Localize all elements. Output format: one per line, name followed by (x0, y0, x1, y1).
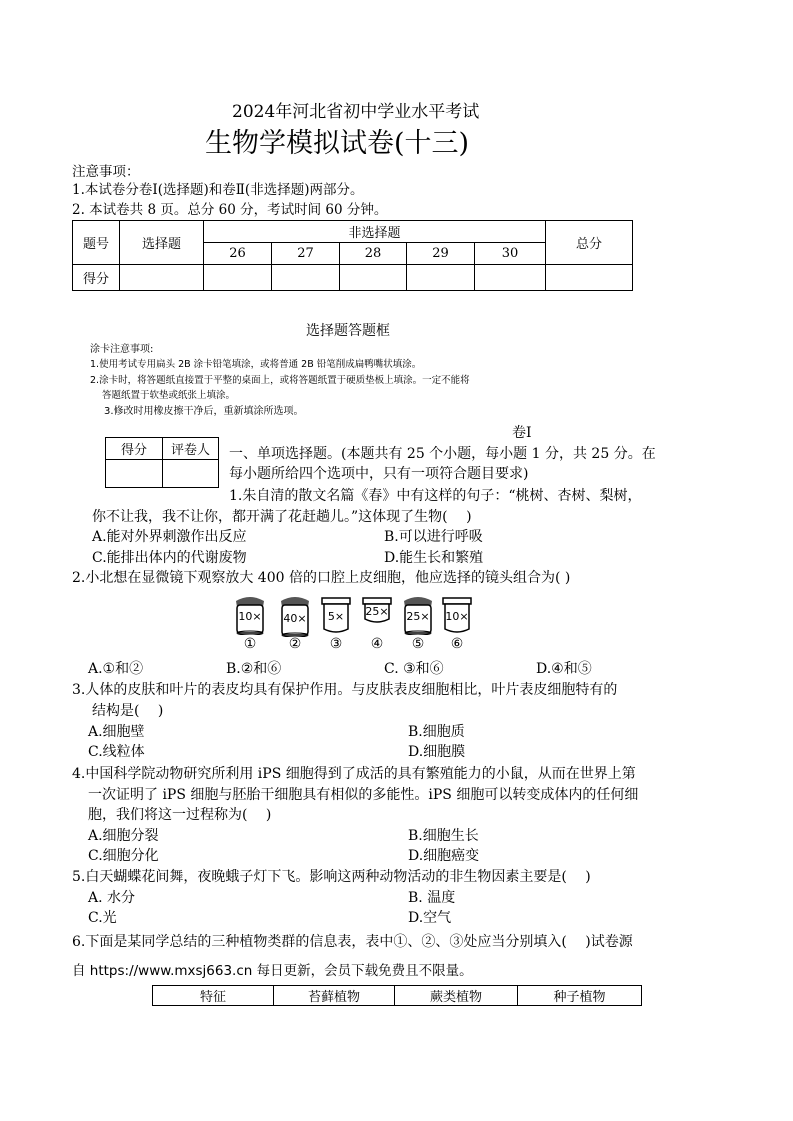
row-label-score: 得分 (73, 265, 120, 291)
section-label: 卷Ⅰ (512, 425, 532, 441)
q4-stem-3: 胞，我们将这一过程称为( ) (88, 807, 272, 823)
col-header-choice: 选择题 (120, 221, 204, 265)
grader-person-cell[interactable] (163, 460, 219, 488)
q3-option-b[interactable]: B.细胞质 (408, 724, 465, 740)
q2-option-b[interactable]: B.②和⑥ (226, 661, 282, 677)
header-seed-plant: 种子植物 (518, 986, 642, 1006)
q-number-29: 29 (407, 243, 475, 265)
lens-number-5: ⑤ (411, 636, 425, 652)
answer-box-title: 选择题答题框 (306, 323, 390, 339)
lens-number-6: ⑥ (450, 636, 464, 652)
q4-option-d[interactable]: D.细胞癌变 (408, 848, 480, 864)
section-instructions-2: 每小题所给四个选项中，只有一项符合题目要求) (229, 466, 529, 482)
q3-option-c[interactable]: C.线粒体 (88, 744, 145, 760)
q6-stem: 6.下面是某同学总结的三种植物类群的信息表，表中①、②、③处应当分别填入( )试卷源 (72, 934, 633, 950)
lens-label: 25× (406, 610, 430, 623)
grader-person-label: 评卷人 (163, 438, 219, 460)
q1-option-b[interactable]: B.可以进行呼吸 (384, 529, 483, 545)
header-fern: 蕨类植物 (395, 986, 518, 1006)
q3-stem-1: 3.人体的皮肤和叶片的表皮均具有保护作用。与皮肤表皮细胞相比，叶片表皮细胞特有的 (72, 682, 618, 698)
q1-stem-1: 1.朱自清的散文名篇《春》中有这样的句子：“桃树、杏树、梨树， (229, 488, 642, 504)
score-cell[interactable] (340, 265, 407, 291)
answer-notice-heading: 涂卡注意事项: (90, 344, 154, 355)
score-cell[interactable] (546, 265, 633, 291)
q3-option-a[interactable]: A.细胞壁 (88, 724, 145, 740)
lens-number-3: ③ (329, 636, 343, 652)
q1-option-d[interactable]: D.能生长和繁殖 (384, 550, 484, 566)
header-bryophyte: 苔藓植物 (274, 986, 395, 1006)
q4-option-c[interactable]: C.细胞分化 (88, 848, 159, 864)
lens-label: 10× (238, 610, 262, 623)
eyepiece-lens-40x-icon (278, 595, 312, 637)
q5-option-d[interactable]: D.空气 (408, 910, 452, 926)
q5-option-c[interactable]: C.光 (88, 910, 117, 926)
grader-score-label: 得分 (106, 438, 163, 460)
q-number-27: 27 (272, 243, 340, 265)
q1-stem-2: 你不让我，我不让你，都开满了花赶趟儿。”这体现了生物( ) (92, 509, 472, 525)
score-cell[interactable] (272, 265, 340, 291)
objective-lens-5x-icon (320, 595, 352, 635)
lens-number-4: ④ (370, 636, 384, 652)
lens-label: 25× (365, 605, 389, 618)
notes-line-2: 2. 本试卷共 8 页。总分 60 分，考试时间 60 分钟。 (72, 202, 388, 218)
lens-label: 40× (283, 612, 307, 625)
q-number-30: 30 (475, 243, 546, 265)
score-cell[interactable] (407, 265, 475, 291)
q4-option-b[interactable]: B.细胞生长 (408, 828, 479, 844)
notes-line-1: 1.本试卷分卷Ⅰ(选择题)和卷Ⅱ(非选择题)两部分。 (72, 182, 364, 198)
q2-option-c[interactable]: C. ③和⑥ (384, 661, 444, 677)
col-header-number: 题号 (73, 221, 120, 265)
q3-stem-2: 结构是( ) (92, 703, 164, 719)
q4-stem-1: 4.中国科学院动物研究所利用 iPS 细胞得到了成活的具有繁殖能力的小鼠，从而在世界上第 (72, 766, 636, 782)
score-table (72, 220, 633, 291)
q3-option-d[interactable]: D.细胞膜 (408, 744, 466, 760)
header-feature: 特征 (153, 986, 274, 1006)
notes-heading: 注意事项： (72, 164, 140, 180)
section-instructions-1: 一、单项选择题。(本题共有 25 个小题，每小题 1 分，共 25 分。在 (229, 446, 656, 462)
q-number-26: 26 (204, 243, 272, 265)
grader-score-cell[interactable] (106, 460, 163, 488)
exam-title-main: 生物学模拟试卷(十三) (205, 128, 470, 159)
q-number-28: 28 (340, 243, 407, 265)
lens-number-1: ① (243, 636, 257, 652)
q1-option-a[interactable]: A.能对外界刺激作出反应 (92, 529, 247, 545)
answer-notice-2a: 2.涂卡时，将答题纸直接置于平整的桌面上，或将答题纸置于硬质垫板上填涂。一定不能将 (90, 375, 470, 386)
objective-lens-10x-icon (441, 595, 473, 635)
q4-option-a[interactable]: A.细胞分裂 (88, 828, 159, 844)
col-header-nonchoice: 非选择题 (204, 221, 546, 243)
q2-stem: 2.小北想在显微镜下观察放大 400 倍的口腔上皮细胞，他应选择的镜头组合为( ) (72, 570, 571, 586)
lens-label: 10× (445, 610, 469, 623)
score-cell[interactable] (475, 265, 546, 291)
q1-option-c[interactable]: C.能排出体内的代谢废物 (92, 550, 247, 566)
exam-title-year: 2024年河北省初中学业水平考试 (232, 102, 480, 122)
lens-number-2: ② (288, 636, 302, 652)
q5-stem: 5.白天蝴蝶花间舞，夜晚蛾子灯下飞。影响这两种动物活动的非生物因素主要是( ) (72, 869, 591, 885)
answer-notice-2b: 答题纸置于软垫或纸张上填涂。 (102, 390, 236, 401)
q4-stem-2: 一次证明了 iPS 细胞与胚胎干细胞具有相似的多能性。iPS 细胞可以转变成体内的任何细 (88, 787, 639, 803)
q5-option-b[interactable]: B. 温度 (408, 890, 456, 906)
q2-option-d[interactable]: D.④和⑤ (536, 661, 592, 677)
answer-notice-3: 3.修改时用橡皮擦干净后，重新填涂所选项。 (104, 406, 304, 417)
lens-label: 5× (327, 610, 345, 623)
objective-lens-25x-icon (361, 595, 393, 625)
score-cell[interactable] (204, 265, 272, 291)
eyepiece-lens-10x-icon (233, 595, 267, 635)
eyepiece-lens-25x-icon (401, 595, 435, 635)
grader-table (105, 437, 219, 488)
plant-groups-table (152, 985, 642, 1006)
q2-option-a[interactable]: A.①和② (88, 661, 144, 677)
col-header-total: 总分 (546, 221, 633, 265)
source-note: 自 https://www.mxsj663.cn 每日更新，会员下载免费且不限量。 (72, 963, 473, 979)
q5-option-a[interactable]: A. 水分 (88, 890, 136, 906)
score-cell[interactable] (120, 265, 204, 291)
answer-notice-1: 1.使用考试专用扁头 2B 涂卡铅笔填涂，或将普通 2B 铅笔削成扁鸭嘴状填涂。 (90, 359, 422, 370)
